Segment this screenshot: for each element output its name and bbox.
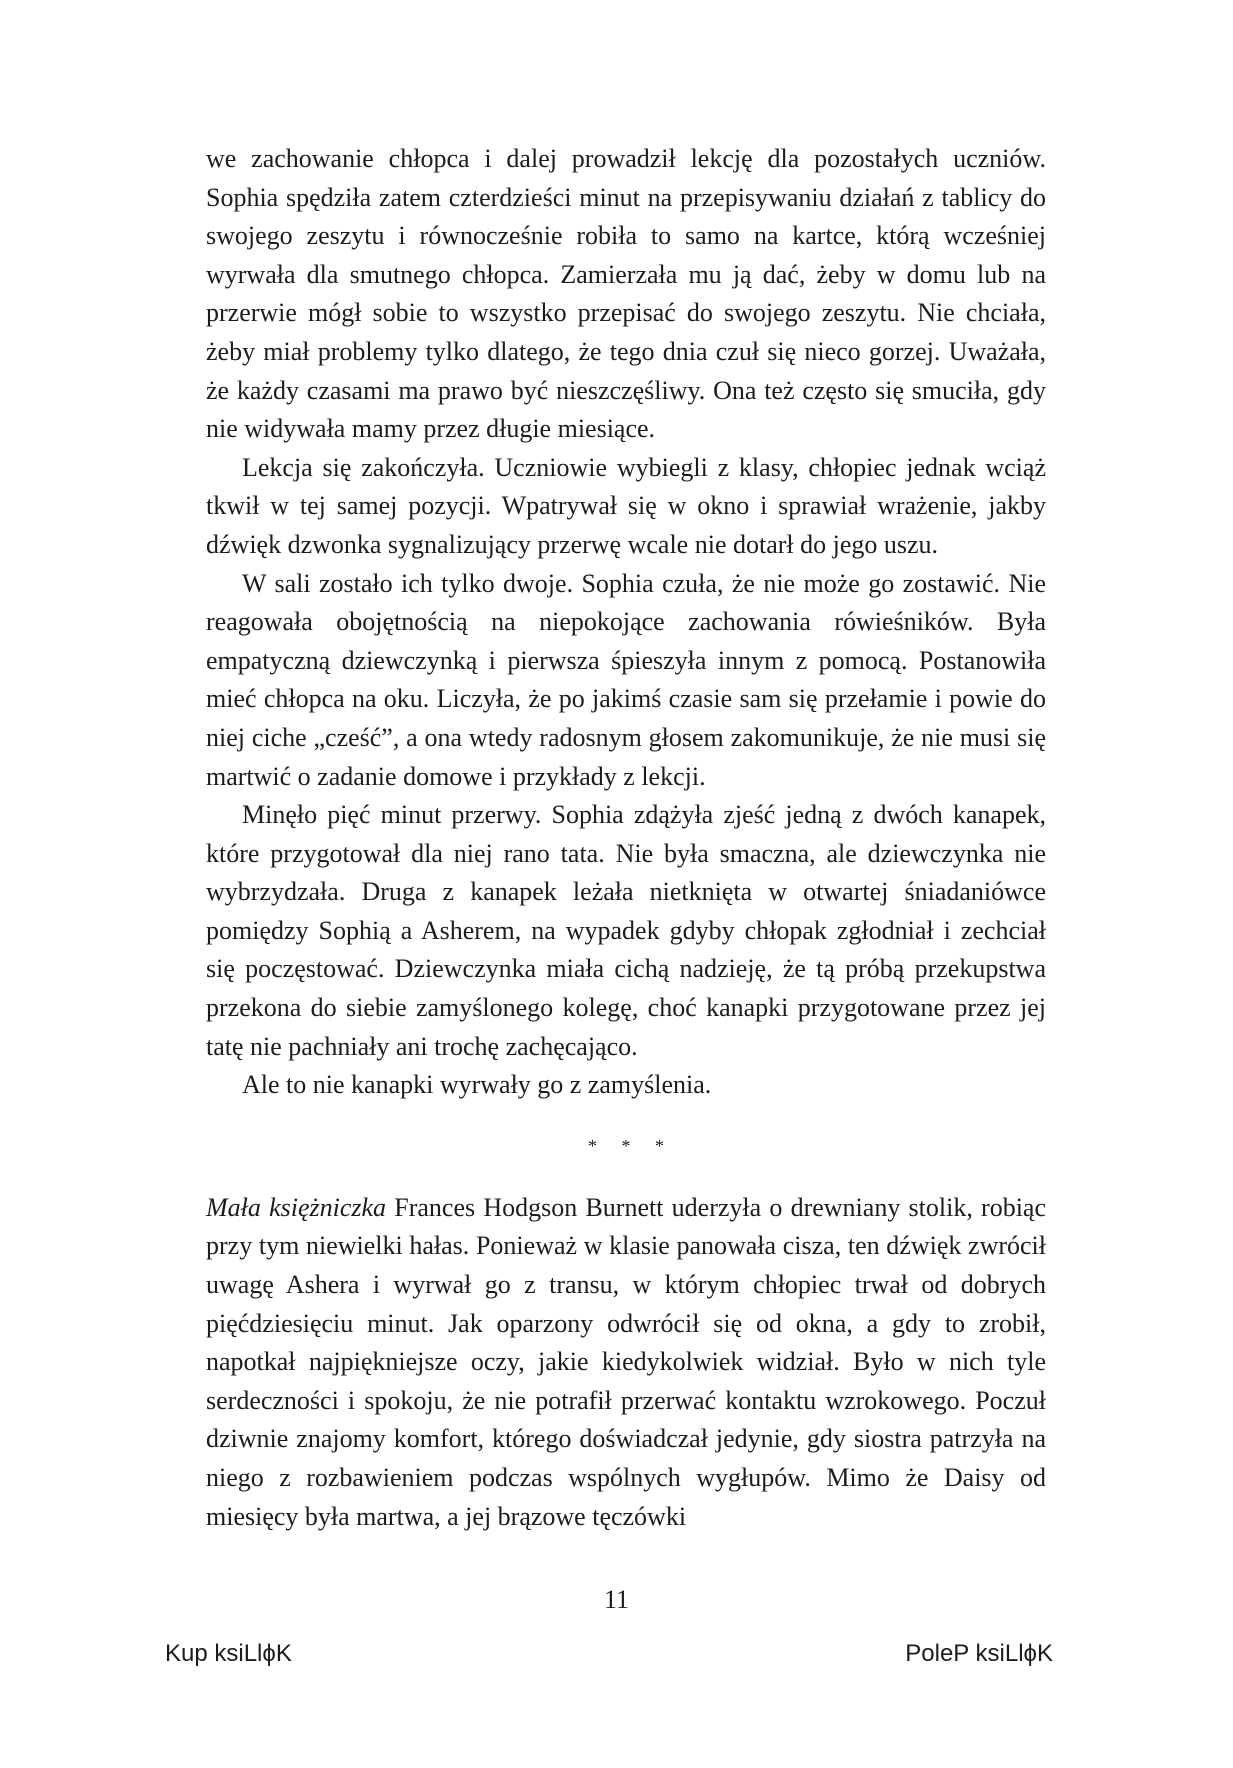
paragraph-1: we zachowanie chłopca i dalej prowadził lekcję dla pozostałych uczniów. Sophia spędziła zatem czterdzieści minut na przepisywaniu działań z tablicy do swojego zeszytu i równocześnie robiła to samo na kartce, którą wcześniej wyrwała dla smutnego chłopca. Zamierzała mu ją dać, żeby w domu lub na przerwie mógł sobie to wszystko przepisać do swojego zeszytu. Nie chciała, żeby miał problemy tylko dlatego, że tego dnia czuł się nieco gorzej. Uważała, że każdy czasami ma prawo być nieszczęśliwy. Ona też często się smuciła, gdy nie widywała mamy przez długie miesiące. <box>206 144 1046 444</box>
paragraph-3: W sali zostało ich tylko dwoje. Sophia czuła, że nie może go zostawić. Nie reagowała obojętnością na niepokojące zachowania rówieśników. Była empatyczną dziewczynką i pierwsza śpieszyła innym z pomocą. Postanowiła mieć chłopca na oku. Liczyła, że po jakimś czasie sam się przełamie i powie do niej ciche „cześć”, a ona wtedy radosnym głosem zakomunikuje, że nie musi się martwić o zadanie domowe i przykłady z lekcji. <box>206 568 1046 791</box>
section-separator: * * * <box>588 1135 674 1156</box>
paragraph-6-text: Frances Hodgson Burnett uderzyła o drewniany stolik, robiąc przy tym niewielki hałas. Ponieważ w klasie panowała cisza, ten dźwięk zwrócił uwagę Ashera i wyrwał go z transu, w którym chłopiec trwał od dobrych pięćdziesięciu minut. Jak oparzony odwrócił się od okna, a gdy to zrobił, napotkał najpiękniejsze oczy, jakie kiedykolwiek widział. Było w nich tyle serdeczności i spokoju, że nie potrafił przerwać kontaktu wzrokowego. Poczuł dziwnie znajomy komfort, którego doświadczał jedynie, gdy siostra patrzyła na niego z rozbawieniem podczas wspólnych wygłupów. Mimo że Daisy od miesięcy była martwa, a jej brązowe tęczówki <box>206 1192 1047 1531</box>
paragraph-6 <box>206 1189 1046 1536</box>
paragraph-5: Ale to nie kanapki wyrwały go z zamyślenia. <box>242 1070 712 1100</box>
recommend-book-link[interactable]: PoleP ksiLlϕK <box>905 1640 1053 1667</box>
paragraph-4: Minęło pięć minut przerwy. Sophia zdążyła zjeść jedną z dwóch kanapek, które przygotował dla niej rano tata. Nie była smaczna, ale dziewczynka nie wybrzydzała. Druga z kanapek leżała nietknięta w otwartej śniadaniówce pomiędzy Sophią a Asherem, na wypadek gdyby chłopak zgłodniał i zechciał się poczęstować. Dziewczynka miała cichą nadzieję, że tą próbą przekupstwa przekona do siebie zamyślonego kolegę, choć kanapki przygotowane przez jej tatę nie pachniały ani trochę zachęcająco. <box>206 800 1046 1061</box>
paragraph-2: Lekcja się zakończyła. Uczniowie wybiegli z klasy, chłopiec jednak wciąż tkwił w tej samej pozycji. Wpatrywał się w okno i sprawiał wrażenie, jakby dźwięk dzwonka sygnalizujący przerwę wcale nie dotarł do jego uszu. <box>206 452 1046 559</box>
buy-book-link[interactable]: Kup ksiLlϕK <box>165 1640 292 1667</box>
book-title: Mała księżniczka <box>206 1192 387 1222</box>
page-body <box>206 140 1046 1536</box>
page-number: 11 <box>603 1585 630 1614</box>
